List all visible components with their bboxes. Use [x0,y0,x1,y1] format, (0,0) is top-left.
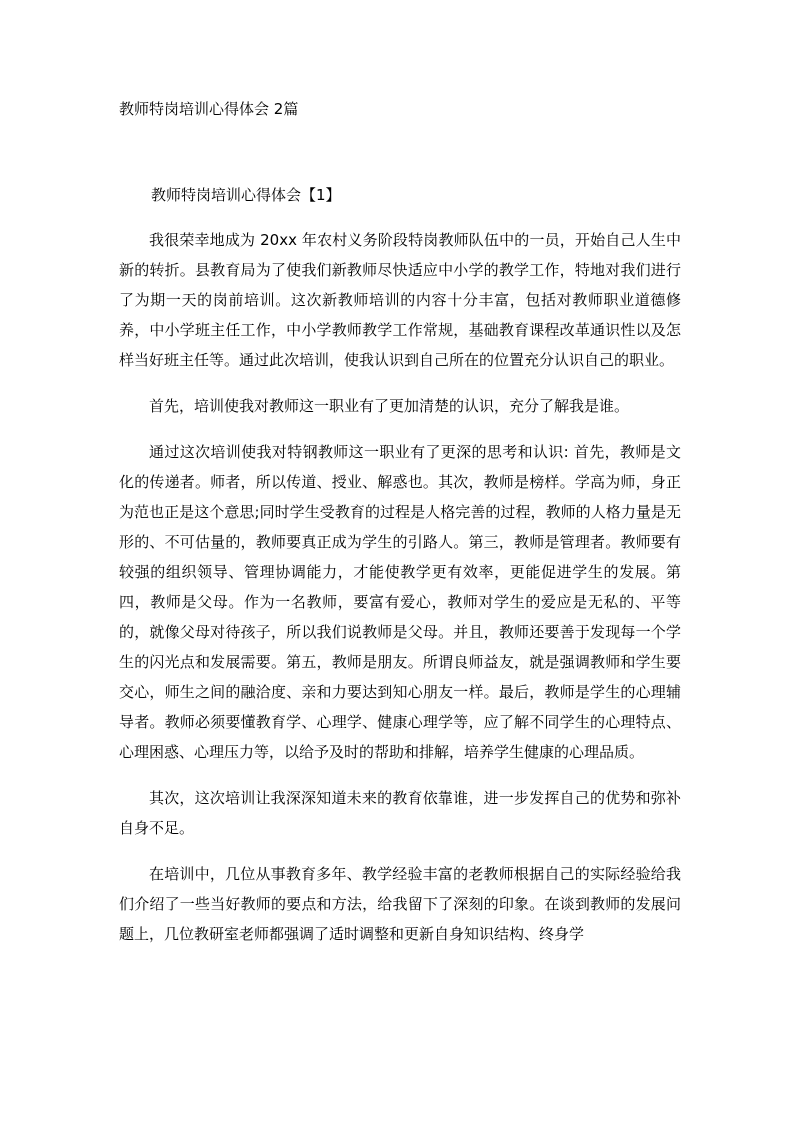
paragraph: 首先，培训使我对教师这一职业有了更加清楚的认识，充分了解我是谁。 [149,397,630,415]
document-title: 教师特岗培训心得体会 2篇 [119,100,299,118]
paragraph: 其次，这次培训让我深深知道未来的教育依靠谁，进一步发挥自己的优势和弥补自身不足。 [119,789,681,837]
paragraph: 通过这次培训使我对特钢教师这一职业有了更深的思考和认识: 首先，教师是文化的传递者。师者，所以传道、授业、解惑也。其次，教师是榜样。学高为师，身正为范也正是这个意思;同时学生受教育的过程是人格完善的过程，教师的人格力量是无形的、不可估量的，教师要真正成为学生的引路人。第三，教师是管理者。教师要有较强的组织领导、管理协调能力，才能使教学更有效率，更能促进学生的发展。第四，教师是父母。作为一名教师，要富有爱心，教师对学生的爱应是无私的、平等的，就像父母对待孩子，所以我们说教师是父母。并且，教师还要善于发现每一个学生的闪光点和发展需要。第五，教师是朋友。所谓良师益友，就是强调教师和学生要交心，师生之间的融洽度、亲和力要达到知心朋友一样。最后，教师是学生的心理辅导者。教师必须要懂教育学、心理学、健康心理学等，应了解不同学生的心理特点、心理困惑、心理压力等，以给予及时的帮助和排解，培养学生健康的心理品质。 [119,443,681,761]
section-heading: 教师特岗培训心得体会【1】 [151,186,341,204]
paragraph: 在培训中，几位从事教育多年、教学经验丰富的老教师根据自己的实际经验给我们介绍了一些当好教师的要点和方法，给我留下了深刻的印象。在谈到教师的发展问题上，几位教研室老师都强调了适时调整和更新自身知识结构、终身学 [119,865,681,943]
document-body [119,225,681,965]
paragraph: 我很荣幸地成为 20xx 年农村义务阶段特岗教师队伍中的一员，开始自己人生中新的转折。县教育局为了使我们新教师尽快适应中小学的教学工作，特地对我们进行了为期一天的岗前培训。这次新教师培训的内容十分丰富，包括对教师职业道德修养，中小学班主任工作，中小学教师教学工作常规，基础教育课程改革通识性以及怎样当好班主任等。通过此次培训，使我认识到自己所在的位置充分认识自己的职业。 [119,231,681,369]
